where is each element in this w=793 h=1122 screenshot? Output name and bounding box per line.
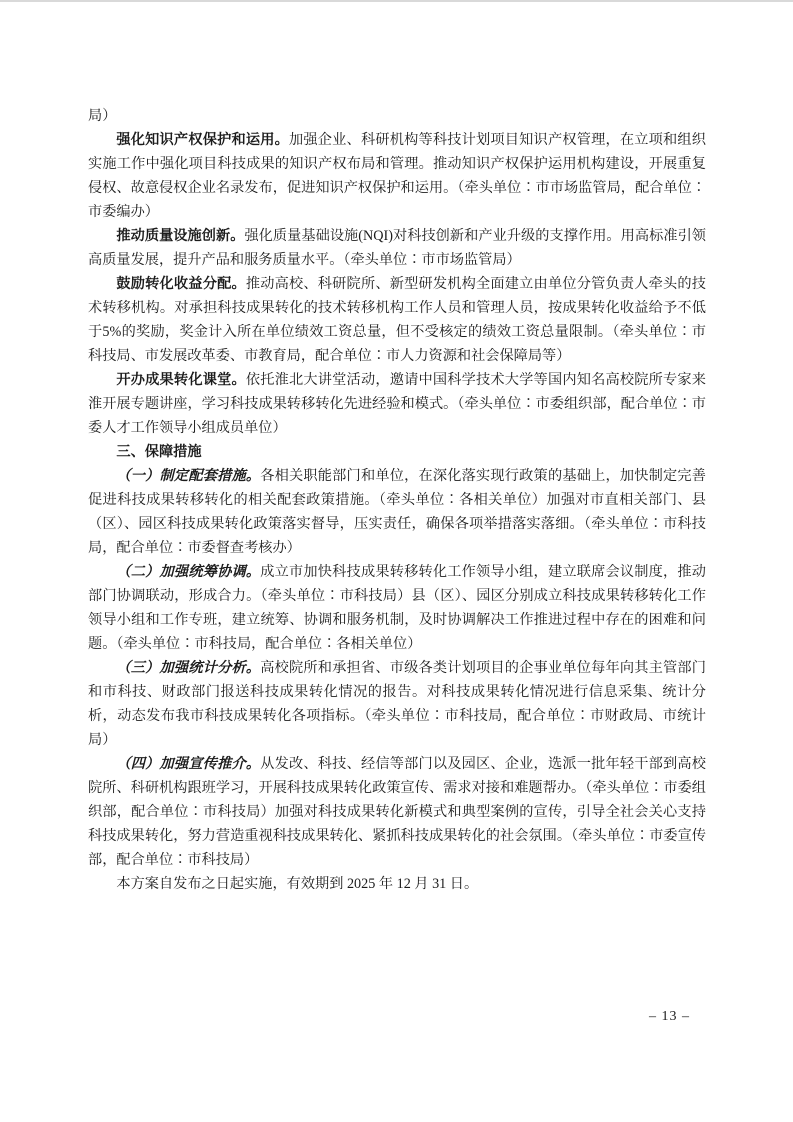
text-run: 从发改、科技、经信等部门以及园区、企业，选派一批年轻干部到高校院所、科研机构跟班学习，开展科技成果转化政策宣传、需求对接和难题帮办。（牵头单位∶市委组织部，配合单位∶市科技局）加强对科技成果转化新模式和典型案例的宣传，引导全社会关心支持科技成果转化，努力营造重视科技成果转化、紧抓科技成果转化的社会氛围。（牵头单位∶市委宣传部，配合单位∶市科技局） [88, 756, 706, 868]
text-run: 成立市加快科技成果转移转化工作领导小组，建立联席会议制度，推动部门协调联动，形成合力。（牵头单位∶市科技局）县（区）、园区分别成立科技成果转移转化工作领导小组和工作专班，建立统筹、协调和服务机制，及时协调解决工作推进过程中存在的困难和问题。（牵头单位∶市科技局，配合单位∶各相关单位） [88, 564, 706, 652]
paragraph [88, 272, 706, 368]
paragraph [88, 560, 706, 656]
lead-run: 推动质量设施创新。 [116, 228, 245, 244]
document-body [88, 104, 706, 896]
paragraph [88, 128, 706, 224]
lead-run: （二）加强统筹协调。 [116, 564, 261, 580]
lead-run: 三、保障措施 [116, 444, 202, 460]
lead-run: （三）加强统计分析。 [116, 660, 261, 676]
paragraph [88, 224, 706, 272]
text-run: 强化质量基础设施(NQI)对科技创新和产业升级的支撑作用。用高标准引领高质量发展，提升产品和服务质量水平。（牵头单位∶市市场监管局） [88, 228, 706, 268]
lead-run: 开办成果转化课堂。 [116, 372, 246, 388]
page-top-edge [0, 0, 793, 2]
lead-run: 鼓励转化收益分配。 [116, 276, 246, 292]
paragraph [88, 872, 706, 896]
paragraph [88, 368, 706, 440]
lead-run: （一）制定配套措施。 [116, 468, 261, 484]
paragraph [88, 656, 706, 752]
text-run: 本方案自发布之日起实施，有效期到 2025 年 12 月 31 日。 [116, 876, 479, 892]
text-run: 加强企业、科研机构等科技计划项目知识产权管理，在立项和组织实施工作中强化项目科技成果的知识产权布局和管理。推动知识产权保护运用机构建设，开展重复侵权、故意侵权企业名录发布，促进知识产权保护和运用。（牵头单位∶市市场监管局，配合单位∶市委编办） [88, 132, 706, 220]
lead-run: 强化知识产权保护和运用。 [116, 132, 290, 148]
text-run: 高校院所和承担省、市级各类计划项目的企事业单位每年向其主管部门和市科技、财政部门报送科技成果转化情况的报告。对科技成果转化情况进行信息采集、统计分析，动态发布我市科技成果转化各项指标。（牵头单位∶市科技局，配合单位∶市财政局、市统计局） [88, 660, 706, 748]
text-run: 各相关职能部门和单位，在深化落实现行政策的基础上，加快制定完善促进科技成果转移转化的相关配套政策措施。（牵头单位∶各相关单位）加强对市直相关部门、县（区）、园区科技成果转化政策落实督导，压实责任，确保各项举措落实落细。（牵头单位∶市科技局，配合单位∶市委督查考核办） [88, 468, 706, 556]
text-run: 局） [88, 108, 117, 124]
section-heading [88, 440, 706, 464]
paragraph [88, 104, 706, 128]
paragraph [88, 752, 706, 872]
lead-run: （四）加强宣传推介。 [116, 756, 261, 772]
text-run: 依托淮北大讲堂活动，邀请中国科学技术大学等国内知名高校院所专家来淮开展专题讲座，学习科技成果转移转化先进经验和模式。（牵头单位∶市委组织部，配合单位∶市委人才工作领导小组成员单位） [88, 372, 706, 436]
paragraph [88, 464, 706, 560]
page-number-label: – 13 – [649, 1009, 690, 1024]
text-run: 推动高校、科研院所、新型研发机构全面建立由单位分管负责人牵头的技术转移机构。对承担科技成果转化的技术转移机构工作人员和管理人员，按成果转化收益给予不低于5%的奖励，奖金计入所在单位绩效工资总量，但不受核定的绩效工资总量限制。（牵头单位∶市科技局、市发展改革委、市教育局，配合单位∶市人力资源和社会保障局等） [88, 276, 706, 364]
page-number [649, 1008, 690, 1026]
